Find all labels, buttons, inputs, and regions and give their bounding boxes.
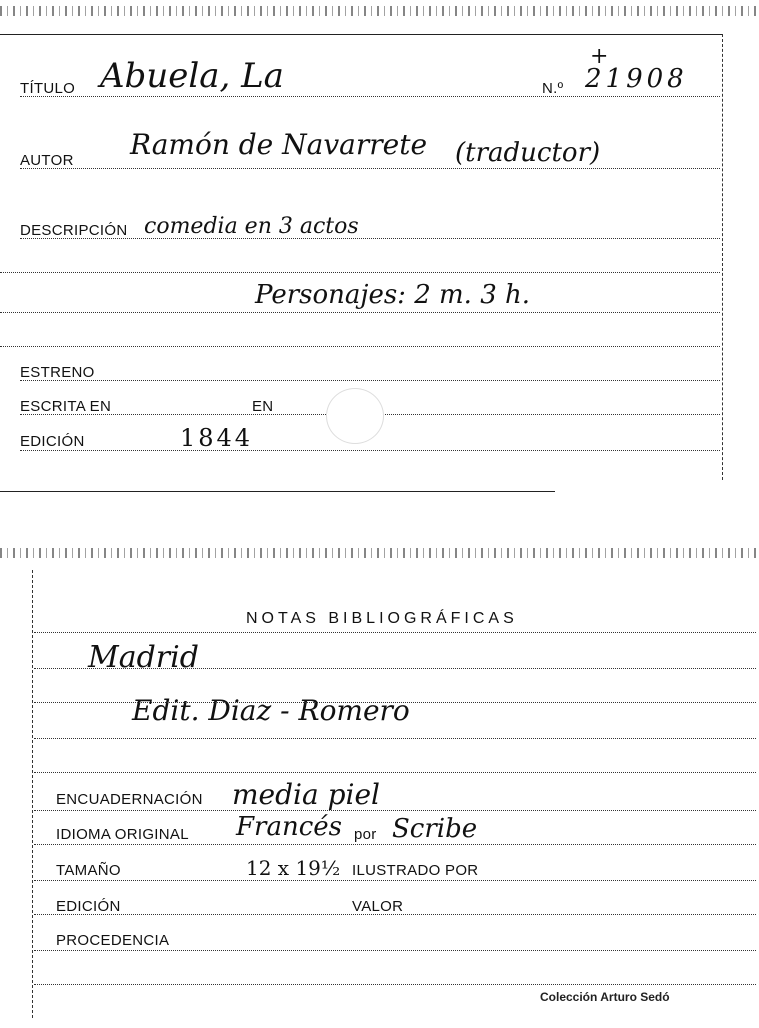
edicion2-line [34,914,756,915]
tamano-value: 12 x 19½ [246,856,341,880]
descripcion-value: comedia en 3 actos [144,214,359,239]
encuadernacion-value: media piel [232,778,380,811]
blank-line-2 [0,312,720,313]
card2-left-border [32,570,33,1018]
notas-line-2 [34,702,756,703]
ilustrado-label: ILUSTRADO POR [352,862,479,879]
descripcion-label: DESCRIPCIÓN [20,222,128,239]
notas-line2-value: Edit. Diaz - Romero [132,694,410,727]
idioma-line [34,844,756,845]
personajes-value: Personajes: 2 m. 3 h. [255,280,531,310]
edicion-line [20,450,720,451]
card1-bottom-border [0,491,555,492]
autor-line [20,168,720,169]
blank-line-3 [0,346,720,347]
encuadernacion-line [34,810,756,811]
notas-heading: NOTAS BIBLIOGRÁFICAS [246,610,518,627]
numero-mark: + [590,44,609,69]
paper-blot [326,388,384,444]
notas-line-1 [34,668,756,669]
card1-right-border [722,34,723,480]
collection-footer: Colección Arturo Sedó [540,990,670,1004]
numero-value: 21908 [585,64,688,94]
descripcion-line [20,238,720,239]
notas-line-3 [34,738,756,739]
titulo-value: Abuela, La [100,56,284,96]
idioma-author: Scribe [392,814,478,844]
titulo-label: TÍTULO [20,80,76,97]
tamano-line [34,880,756,881]
notas-line-4 [34,772,756,773]
procedencia-line [34,950,756,951]
idioma-por: por [354,826,377,843]
escrita-label: ESCRITA EN [20,398,112,415]
notas-line-last [34,984,756,985]
edicion-value: 1844 [180,424,254,452]
autor-value: Ramón de Navarrete [130,128,428,161]
numero-label: N.º [542,80,564,97]
idioma-label: IDIOMA ORIGINAL [56,826,189,843]
procedencia-label: PROCEDENCIA [56,932,170,949]
titulo-line [20,96,720,97]
estreno-label: ESTRENO [20,364,95,381]
scan-edge-middle [0,548,759,558]
tamano-label: TAMAÑO [56,862,121,879]
notas-line-0 [34,632,756,633]
edicion2-label: EDICIÓN [56,898,121,915]
notas-line1-value: Madrid [88,640,199,675]
idioma-value: Francés [236,812,343,842]
en-label: EN [252,398,274,415]
catalog-card-front [0,0,759,500]
estreno-line [20,380,720,381]
catalog-card-back [0,560,759,1028]
edicion-label: EDICIÓN [20,433,85,450]
autor-label: AUTOR [20,152,74,169]
card1-top-border [0,34,722,35]
autor-note: (traductor) [455,138,601,168]
encuadernacion-label: ENCUADERNACIÓN [56,791,203,808]
valor-label: VALOR [352,898,404,915]
blank-line-1 [0,272,720,273]
